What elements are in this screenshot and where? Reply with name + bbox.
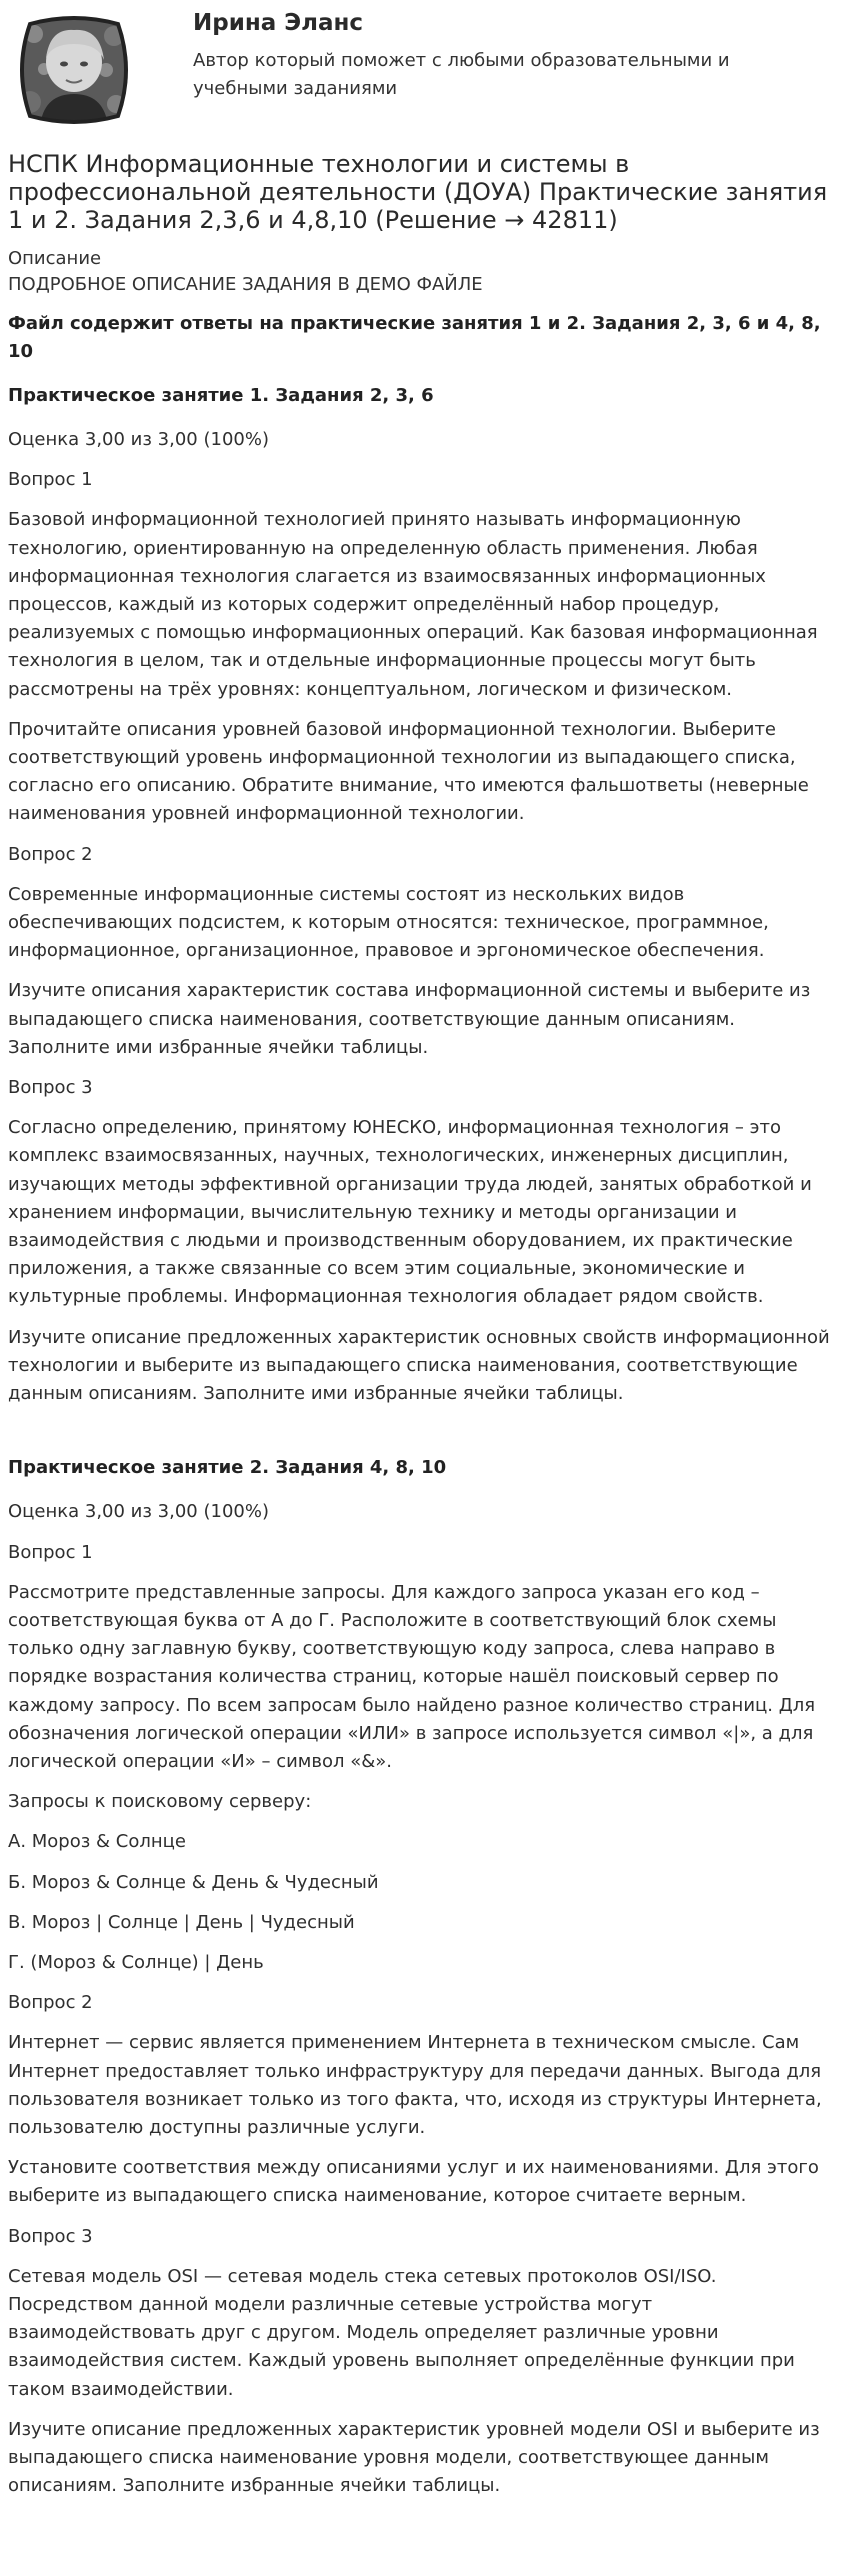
practice2-q1-text: Рассмотрите представленные запросы. Для каждого запроса указан его код – соответствующая буква от А до Г. Расположите в соответствующий блок схемы только одну заглавную букву, соответствующую коду запроса, слева направо в порядке возрастания количества страниц, которые нашёл поисковый сервер по каждому запросу. По всем запросам было найдено разное количество страниц. Для обозначения логической операции «ИЛИ» в запросе используется символ «|», а для логической операции «И» – символ «&». xyxy=(8,1581,816,1772)
practice2-q3-label: Вопрос 3 xyxy=(8,2225,93,2247)
description-label: Описание xyxy=(8,248,102,269)
practice1-q3-text: Согласно определению, принятому ЮНЕСКО, информационная технология – это комплекс взаимосвязанных, научных, технологических, инженерных дисциплин, изучающих методы эффективной организации труда людей, занятых обработкой и хранением информации, вычислительную технику и методы организации и взаимодействия с людьми и производственным оборудованием, их практические приложения, а также связанные со всем этим социальные, экономические и культурные проблемы. Информационная технология обладает рядом свойств. xyxy=(8,1117,812,1308)
practice2-score: Оценка 3,00 из 3,00 (100%) xyxy=(8,1501,269,1523)
practice1-q3-label: Вопрос 3 xyxy=(8,1077,93,1099)
practice2-q2-label: Вопрос 2 xyxy=(8,1992,93,2014)
section-spacer xyxy=(8,1420,839,1454)
author-name[interactable]: Ирина Эланс xyxy=(193,10,364,36)
query-item: Б. Мороз & Солнце & День & Чудесный xyxy=(8,1871,379,1893)
practice2-heading: Практическое занятие 2. Задания 4, 8, 10 xyxy=(8,1457,447,1479)
practice2-q3-task: Изучите описание предложенных характеристик уровней модели OSI и выберите из выпадающего списка наименование уровня модели, соответствующее данным описаниям. Заполните избранные ячейки таблицы. xyxy=(8,2418,820,2497)
author-card xyxy=(8,0,839,128)
demo-note: ПОДРОБНОЕ ОПИСАНИЕ ЗАДАНИЯ В ДЕМО ФАЙЛЕ xyxy=(8,274,483,295)
practice1-heading: Практическое занятие 1. Задания 2, 3, 6 xyxy=(8,385,434,406)
practice1-q1-task: Прочитайте описания уровней базовой информационной технологии. Выберите соответствующий уровень информационной технологии из выпадающего списка, согласно его описанию. Обратите внимание, что имеются фальшответы (неверные наименования уровней информационной технологии. xyxy=(8,718,809,825)
document-title: НСПК Информационные технологии и системы в профессиональной деятельности (ДОУА) Практические занятия 1 и 2. Задания 2,3,6 и 4,8,10 (Решение → 42811) xyxy=(8,150,828,234)
document-content xyxy=(8,128,839,2500)
author-description: Автор который поможет с любыми образовательными и учебными заданиями xyxy=(193,50,730,99)
practice1-q3-task: Изучите описание предложенных характеристик основных свойств информационной технологии и выберите из выпадающего списка наименования, соответствующие данным описаниям. Заполните ими избранные ячейки таблицы. xyxy=(8,1326,830,1405)
practice1-q1-text: Базовой информационной технологией принято называть информационную технологию, ориентированную на определенную область применения. Любая информационная технология слагается из взаимосвязанных информационных процессов, каждый из которых содержит определённый набор процедур, реализуемых с помощью информационных операций. Как базовая информационная технология в целом, так и отдельные информационные процессы могут быть рассмотрены на трёх уровнях: концептуальном, логическом и физическом. xyxy=(8,509,818,700)
practice2-q2-text: Интернет — сервис является применением Интернета в техническом смысле. Сам Интернет предоставляет только инфраструктуру для передачи данных. Выгода для пользователя возникает только из того факта, что, исходя из структуры Интернета, пользователю доступны различные услуги. xyxy=(8,2032,822,2138)
query-item: В. Мороз | Солнце | День | Чудесный xyxy=(8,1911,355,1933)
practice1-score: Оценка 3,00 из 3,00 (100%) xyxy=(8,429,269,450)
practice2-queries-label: Запросы к поисковому серверу: xyxy=(8,1791,312,1813)
practice1-q2-text: Современные информационные системы состоят из нескольких видов обеспечивающих подсистем, к которым относятся: техническое, программное, информационное, организационное, правовое и эргономическое обеспечения. xyxy=(8,883,769,962)
author-avatar[interactable] xyxy=(16,14,132,126)
practice2-q1-label: Вопрос 1 xyxy=(8,1541,93,1563)
query-item: Г. (Мороз & Солнце) | День xyxy=(8,1951,264,1973)
practice2-q3-text: Сетевая модель OSI — сетевая модель стека сетевых протоколов OSI/ISO. Посредством данной модели различные сетевые устройства могут взаимодействовать друг с другом. Модель определяет различные уровни взаимодействия систем. Каждый уровень выполняет определённые функции при таком взаимодействии. xyxy=(8,2265,795,2400)
file-summary: Файл содержит ответы на практические занятия 1 и 2. Задания 2, 3, 6 и 4, 8, 10 xyxy=(8,313,821,362)
practice1-q2-task: Изучите описания характеристик состава информационной системы и выберите из выпадающего списка наименования, соответствующие данным описаниям. Заполните ими избранные ячейки таблицы. xyxy=(8,980,811,1058)
practice1-q2-label: Вопрос 2 xyxy=(8,843,93,865)
practice1-q1-label: Вопрос 1 xyxy=(8,469,93,491)
query-item: А. Мороз & Солнце xyxy=(8,1831,186,1853)
practice2-q2-task: Установите соответствия между описаниями услуг и их наименованиями. Для этого выберите из выпадающего списка наименование, которое считаете верным. xyxy=(8,2157,819,2207)
